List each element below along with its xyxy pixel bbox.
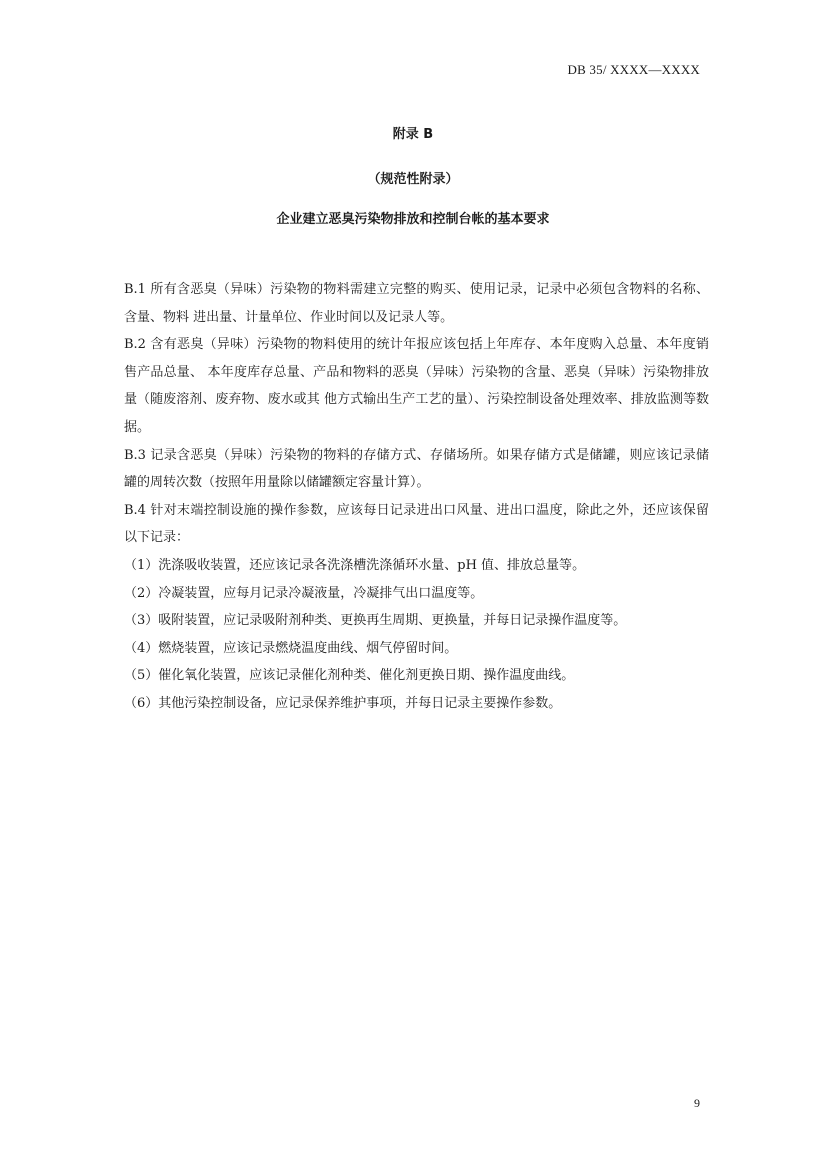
list-item: （5）催化氧化装置，应该记录催化剂种类、催化剂更换日期、操作温度曲线。	[124, 668, 575, 684]
list-item: （4）燃烧装置，应该记录燃烧温度曲线、烟气停留时间。	[124, 640, 458, 656]
list-item: （1）洗涤吸收装置，还应该记录各洗涤槽洗涤循环水量、pH 值、排放总量等。	[124, 557, 586, 573]
list-item: （3）吸附装置，应记录吸附剂种类、更换再生周期、更换量，并每日记录操作温度等。	[124, 613, 627, 629]
body-content	[124, 276, 709, 718]
document-code: DB 35/ XXXX—XXXX	[567, 62, 700, 77]
list-item: （2）冷凝装置，应每月记录冷凝液量，冷凝排气出口温度等。	[124, 585, 484, 601]
paragraph-b3: B.3 记录含恶臭（异味）污染物的物料的存储方式、存储场所。如果存储方式是储罐，则应该记录储罐的周转次数（按照年用量除以储罐额定容量计算）。	[124, 447, 709, 491]
paragraph-b2: B.2 含有恶臭（异味）污染物的物料使用的统计年报应该包括上年库存、本年度购入总量、本年度销售产品总量、 本年度库存总量、产品和物料的恶臭（异味）污染物的含量、恶臭（异味）污染物排放量（随废溶剂、废弃物、废水或其 他方式输出生产工艺的量）、污染控制设备处理效率、排放监测等数据。	[124, 337, 709, 435]
appendix-label: 附录 B	[392, 127, 434, 142]
appendix-title: 企业建立恶臭污染物排放和控制台帐的基本要求	[276, 212, 550, 227]
paragraph-b1: B.1 所有含恶臭（异味）污染物的物料需建立完整的购买、使用记录，记录中必须包含物料的名称、含量、物料 进出量、计量单位、作业时间以及记录人等。	[124, 282, 709, 325]
appendix-type: （规范性附录）	[367, 172, 459, 187]
page-number: 9	[694, 1096, 700, 1110]
list-item: （6）其他污染控制设备，应记录保养维护事项，并每日记录主要操作参数。	[124, 695, 562, 711]
paragraph-b4: B.4 针对末端控制设施的操作参数，应该每日记录进出口风量、进出口温度，除此之外，还应该保留以下记录：	[124, 502, 709, 546]
